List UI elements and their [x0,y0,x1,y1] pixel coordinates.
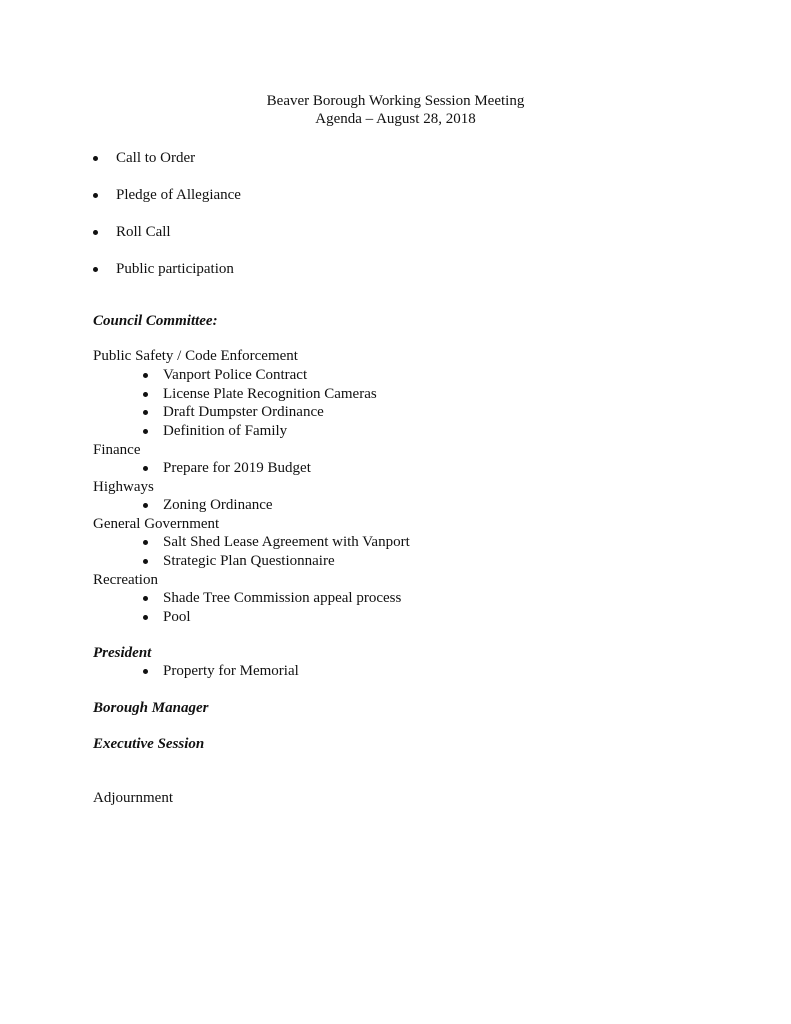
bullet-icon [143,466,148,471]
list-item [143,366,377,385]
list-item-label: Strategic Plan Questionnaire [163,552,335,569]
highways-label: Highways [93,479,154,495]
bullet-icon [143,596,148,601]
finance-label: Finance [93,442,141,458]
general-government-label: General Government [93,516,220,532]
bullet-icon [143,615,148,620]
public-safety-label: Public Safety / Code Enforcement [93,348,298,364]
highways-list [143,496,273,515]
list-item [93,148,241,185]
list-item [143,496,273,515]
list-item [93,222,241,259]
bullet-icon [143,540,148,545]
bullet-icon [143,669,148,674]
list-item-label: Property for Memorial [163,663,299,679]
bullet-icon [143,503,148,508]
executive-session-heading: Executive Session [93,736,205,752]
recreation-label: Recreation [93,572,158,588]
bullet-icon [93,267,98,272]
public-safety-list [143,366,377,440]
list-item-label: License Plate Recognition Cameras [163,385,377,402]
bullet-icon [143,410,148,415]
recreation-list [143,589,401,626]
list-item [143,385,377,404]
list-item-label: Salt Shed Lease Agreement with Vanport [163,534,410,550]
president-heading: President [93,645,152,661]
finance-list [143,459,311,478]
list-item-label: Shade Tree Commission appeal process [163,590,402,606]
bullet-icon [143,559,148,564]
opening-items-list [93,148,241,296]
list-item [143,608,401,627]
list-item [143,552,410,571]
bullet-icon [93,156,98,161]
list-item-label: Definition of Family [163,422,288,439]
list-item [93,259,241,296]
list-item [143,533,410,552]
list-item-label: Draft Dumpster Ordinance [163,404,324,421]
list-item-label: Prepare for 2019 Budget [163,460,311,476]
list-item-label: Vanport Police Contract [163,367,308,383]
president-list [143,662,299,681]
list-item-label: Roll Call [116,224,171,240]
list-item-label: Public participation [116,261,234,277]
list-item [143,662,299,681]
list-item-label: Pledge of Allegiance [116,187,241,203]
list-item [143,422,377,441]
adjournment-label: Adjournment [93,790,173,806]
borough-manager-heading: Borough Manager [93,700,209,716]
list-item-label: Zoning Ordinance [163,497,273,513]
list-item [143,403,377,422]
general-government-list [143,533,410,570]
list-item [143,459,311,478]
council-committee-heading: Council Committee: [93,313,218,329]
bullet-icon [93,193,98,198]
bullet-icon [143,373,148,378]
title-block [0,92,791,128]
bullet-icon [143,429,148,434]
bullet-icon [143,392,148,397]
agenda-date: Agenda – August 28, 2018 [315,111,476,127]
meeting-title: Beaver Borough Working Session Meeting [266,93,525,109]
list-item [93,185,241,222]
bullet-icon [93,230,98,235]
list-item-label: Call to Order [116,150,196,166]
list-item [143,589,401,608]
list-item-label: Pool [163,608,191,625]
